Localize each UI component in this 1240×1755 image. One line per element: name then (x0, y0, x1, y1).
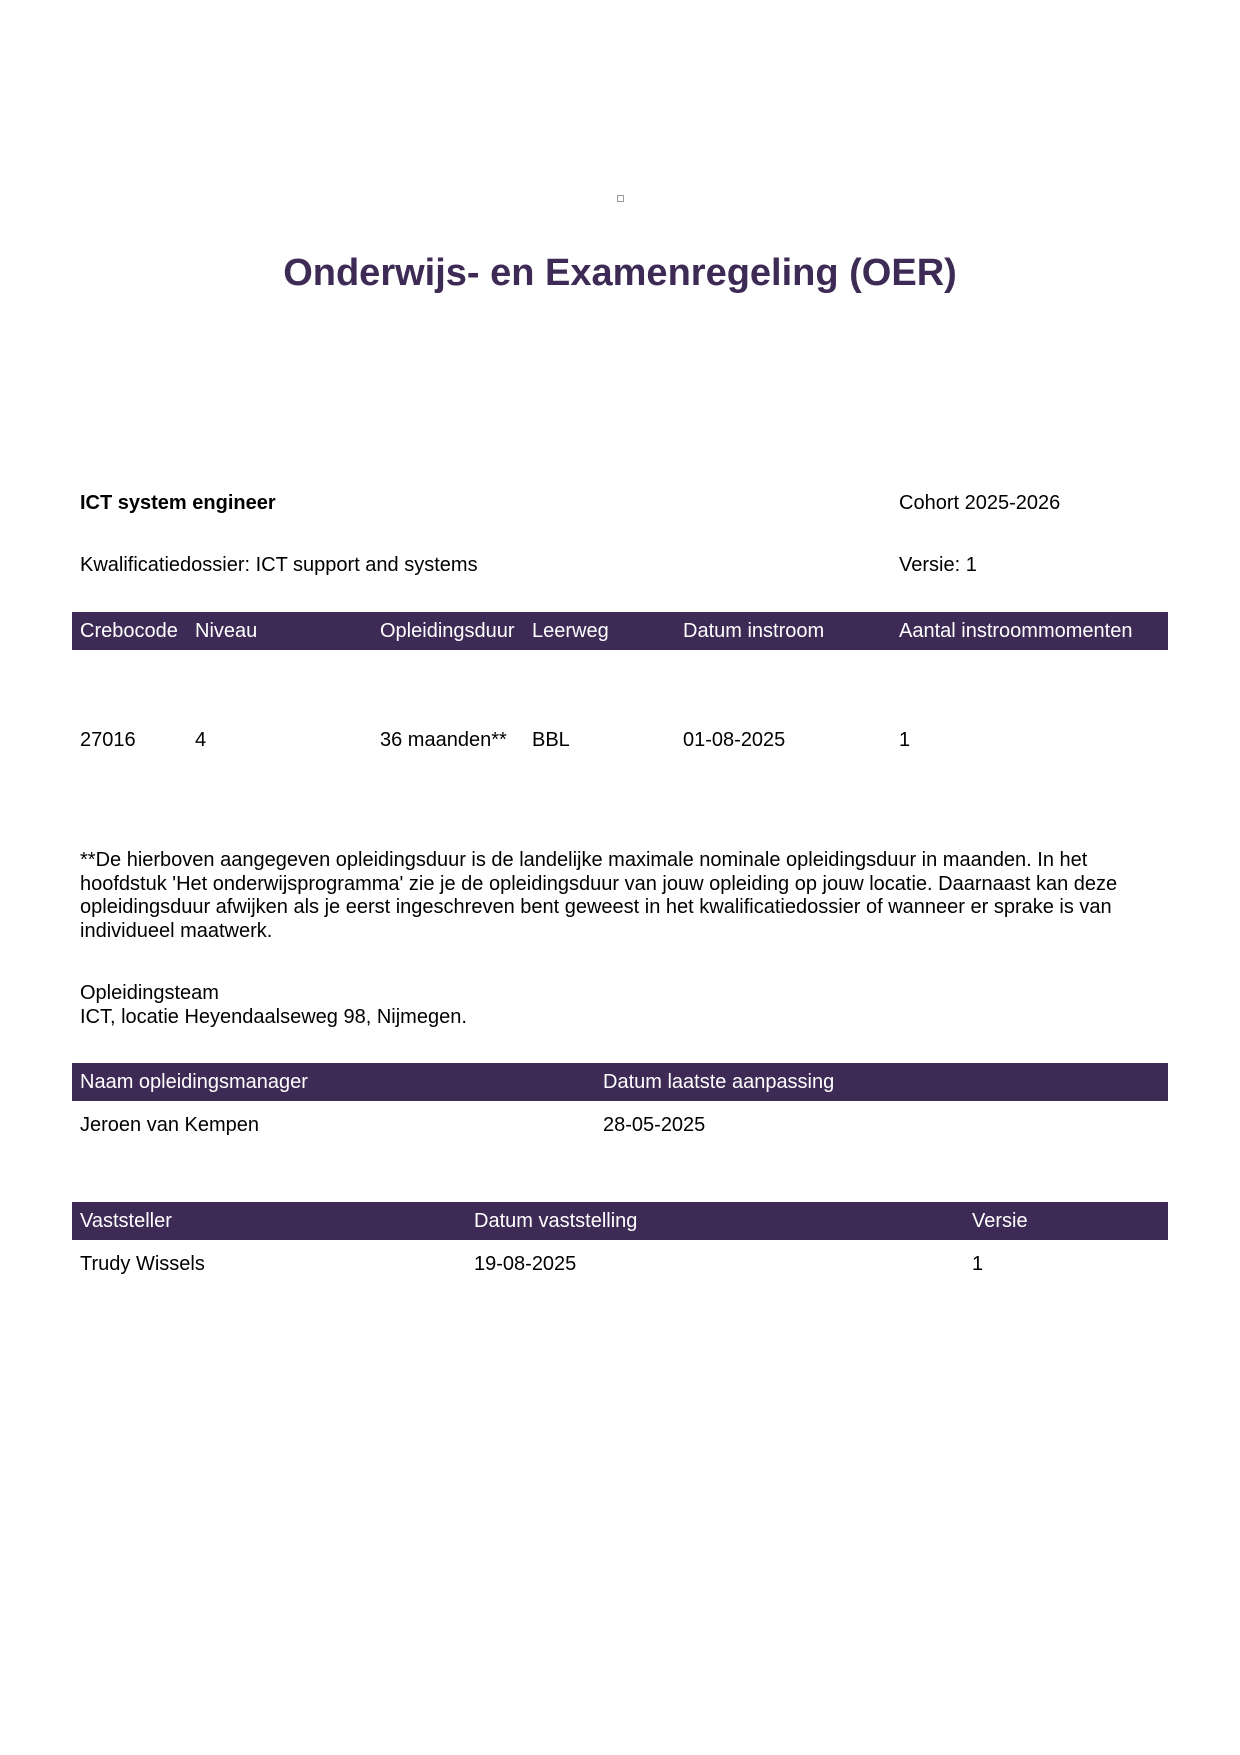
column-header-leerweg: Leerweg (532, 620, 609, 642)
team-label: Opleidingsteam (80, 982, 219, 1004)
education-team (80, 981, 467, 1029)
column-header-versie: Versie (972, 1210, 1028, 1232)
page-title: Onderwijs- en Examenregeling (OER) (283, 252, 957, 294)
duration-footnote: **De hierboven aangegeven opleidingsduur is de landelijke maximale nominale opleidingsduur in maanden. In het hoofdstuk 'Het onderwijsprogramma' zie je de opleidingsduur van jouw opleiding op jouw locatie. Daarnaast kan deze opleidingsduur afwijken als je eerst ingeschreven bent geweest in het kwalificatiedossier of wanneer er sprake is van individueel maatwerk. (80, 849, 1118, 942)
cell-niveau: 4 (195, 729, 207, 751)
details-table-header (72, 612, 1168, 650)
approval-table-header (72, 1202, 1168, 1240)
cohort-label: Cohort 2025-2026 (899, 492, 1061, 514)
cell-crebocode: 27016 (80, 729, 136, 751)
column-header-naam-opleidingsmanager: Naam opleidingsmanager (80, 1071, 308, 1093)
version-label: Versie: 1 (899, 554, 977, 576)
column-header-datum-laatste-aanpassing: Datum laatste aanpassing (603, 1071, 835, 1093)
column-header-niveau: Niveau (195, 620, 258, 642)
column-header-aantal-instroommomenten: Aantal instroommomenten (899, 620, 1133, 642)
cell-last-modified-date: 28-05-2025 (603, 1114, 706, 1136)
cell-aantal-instroommomenten: 1 (899, 729, 911, 751)
logo-image-placeholder (617, 195, 624, 202)
cell-approval-version: 1 (972, 1253, 984, 1275)
manager-table-header (72, 1063, 1168, 1101)
column-header-datum-instroom: Datum instroom (683, 620, 825, 642)
column-header-crebocode: Crebocode (80, 620, 178, 642)
qualification-dossier: Kwalificatiedossier: ICT support and systems (80, 554, 478, 576)
team-location: ICT, locatie Heyendaalseweg 98, Nijmegen. (80, 1006, 467, 1028)
column-header-vaststeller: Vaststeller (80, 1210, 172, 1232)
cell-opleidingsduur: 36 maanden** (380, 729, 507, 751)
column-header-opleidingsduur: Opleidingsduur (380, 620, 515, 642)
cell-leerweg: BBL (532, 729, 570, 751)
cell-approver-name: Trudy Wissels (80, 1253, 205, 1275)
programme-name: ICT system engineer (80, 492, 276, 514)
cell-approval-date: 19-08-2025 (474, 1253, 577, 1275)
cell-manager-name: Jeroen van Kempen (80, 1114, 260, 1136)
cell-datum-instroom: 01-08-2025 (683, 729, 786, 751)
column-header-datum-vaststelling: Datum vaststelling (474, 1210, 638, 1232)
